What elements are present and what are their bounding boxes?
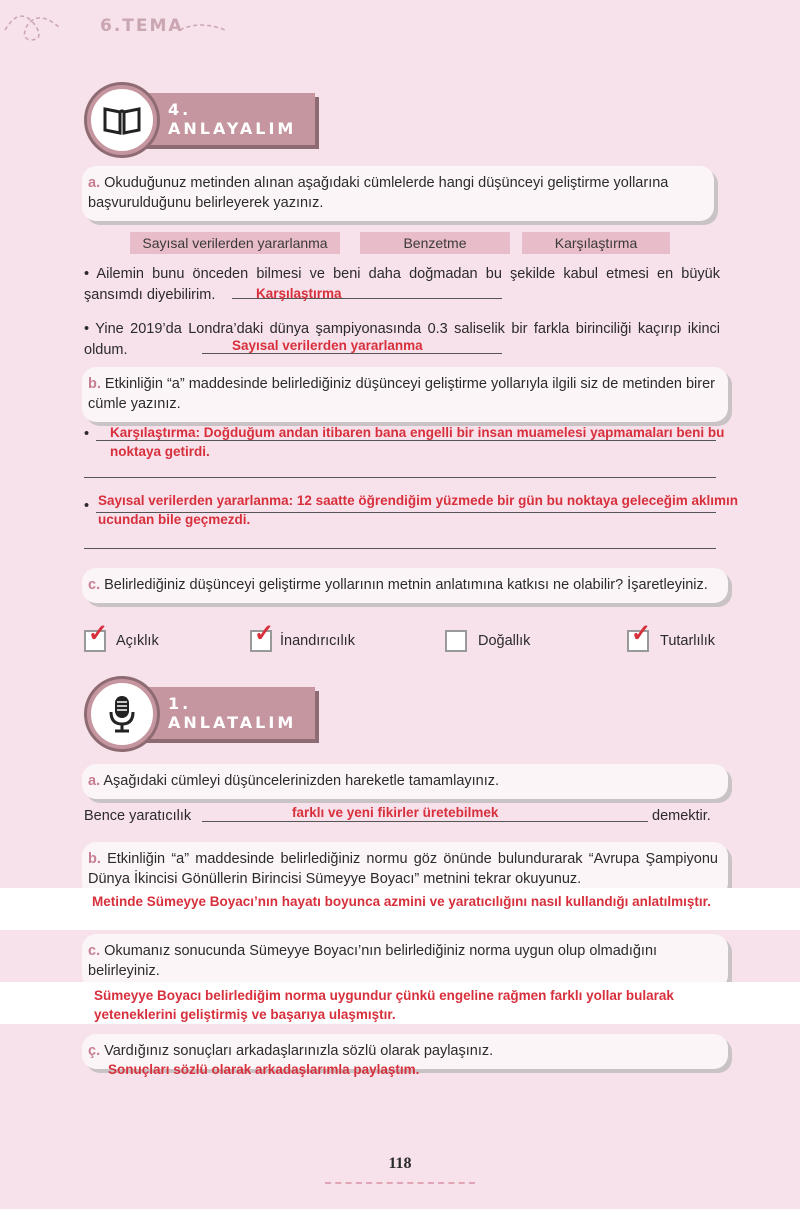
checkbox-label: Tutarlılık [660,633,716,649]
question-c [82,934,728,989]
section-title: 1. ANLATALIM [168,694,297,732]
theme-label: 6.TEMA [100,16,184,36]
check-icon: ✓ [254,620,275,647]
question-letter: a. [88,773,101,789]
sentence-end: demektir. [652,808,711,824]
question-b [82,367,728,422]
question-a [82,764,728,799]
answer-text: Karşılaştırma [256,286,342,301]
question-a [82,166,714,221]
question-text: Belirlediğiniz düşünceyi geliştirme yollarının metnin anlatımına katkısı ne olabilir? İşaretleyiniz. [104,577,708,593]
bullet-dot: • [84,426,90,442]
bullet-dot: • [84,498,90,514]
question-text: Okumanız sonucunda Sümeyye Boyacı’nın belirlediğiniz norma uygun olup olmadığını belirleyiniz. [88,943,658,979]
checkbox-label: Doğallık [478,633,531,649]
question-letter: b. [88,851,101,867]
question-text: Etkinliğin “a” maddesinde belirlediğiniz düşünceyi geliştirme yollarıyla ilgili siz de metinden birer cümle yazınız. [88,376,716,412]
option-pill: Sayısal verilerden yararlanma [130,232,340,254]
answer-text: Sayısal verilerden yararlanma: 12 saatte öğrendiğim yüzmede bir gün bu noktaya geleceğim aklımın ucundan bile geçmezdi. [98,493,738,527]
answer-text: Sayısal verilerden yararlanma [232,338,423,353]
page-number: 118 [388,1155,412,1172]
question-text: Okuduğunuz metinden alınan aşağıdaki cümlelerde hangi düşünceyi geliştirme yollarına başvurulduğunu belirleyerek yazınız. [88,175,669,211]
answer-text: Metinde Sümeyye Boyacı’nın hayatı boyunca azmini ve yaratıcılığını nasıl kullandığı anlatılmıştır. [92,894,711,909]
book-icon [87,85,157,155]
answer-line [202,821,648,822]
answer-line [84,477,716,478]
section-title: 4. ANLAYALIM [168,100,297,138]
question-text: Etkinliğin “a” maddesinde belirlediğiniz normu göz önünde bulundurarak “Avrupa Şampiyonu Dünya İkincisi Gönüllerin Birincisi Sümeyye Boyacı” metnini tekrar okuyunuz. [88,851,718,887]
question-letter: a. [88,175,101,191]
option-pill: Benzetme [360,232,510,254]
question-letter: c. [88,577,101,593]
answer-text: farklı ve yeni fikirler üretebilmek [292,805,499,820]
bullet-sentence-1: • Ailemin bunu önceden bilmesi ve beni daha doğmadan bu şekilde kabul etmesi en büyük şansımdı diyebilirim. [84,266,720,303]
check-icon: ✓ [631,620,652,647]
option-pill: Karşılaştırma [522,232,670,254]
question-text: Vardığınız sonuçları arkadaşlarınızla sözlü olarak paylaşınız. [104,1043,494,1059]
answer-line [202,353,502,354]
question-letter: c. [88,943,101,959]
answer-line [84,548,716,549]
footer-divider [325,1182,475,1184]
question-letter: b. [88,376,101,392]
checkbox-label: Açıklık [116,633,159,649]
bullet-sentence-2: • Yine 2019’da Londra’daki dünya şampiyonasında 0.3 saliselik bir farkla birinciliği kaçırıp ikinci oldum. [84,321,720,358]
question-letter: ç. [88,1043,101,1059]
question-c [82,568,728,603]
answer-text: Karşılaştırma: Doğduğum andan itibaren bana engelli bir insan muamelesi yapmamaları beni bu noktaya getirdi. [110,425,725,459]
checkbox-label: İnandırıcılık [280,633,355,649]
check-icon: ✓ [88,620,109,647]
answer-text: Sümeyye Boyacı belirlediğim norma uygundur çünkü engeline rağmen farklı yollar bularak yeteneklerini geliştirmiş ve başarıya ulaşmıştır. [94,988,674,1022]
checkbox-dogallik[interactable] [445,630,467,652]
answer-text: Sonuçları sözlü olarak arkadaşlarımla paylaştım. [108,1062,420,1077]
microphone-icon [87,679,157,749]
sentence-start: Bence yaratıcılık [84,808,192,824]
question-text: Aşağıdaki cümleyi düşüncelerinizden hareketle tamamlayınız. [103,773,500,789]
